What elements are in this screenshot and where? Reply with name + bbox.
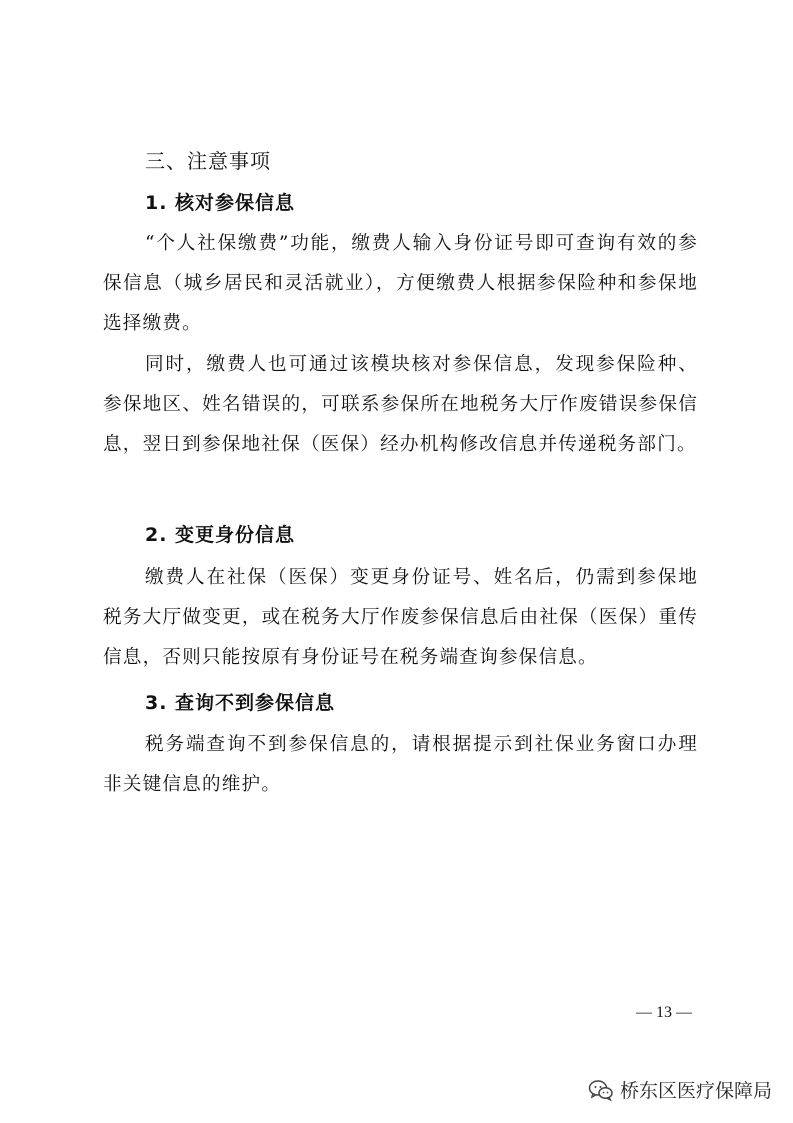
heading-change-identity: 2. 变更身份信息 [145,524,296,546]
watermark-text: 桥东区医疗保障局 [620,1080,773,1102]
wechat-icon [588,1077,614,1103]
paragraph-not-found: 税务端查询不到参保信息的，请根据提示到社保业务窗口办理非关键信息的维护。 [103,734,698,795]
paragraph-verify-1: “个人社保缴费”功能，缴费人输入身份证号即可查询有效的参保信息（城乡居民和灵活就业），方便缴费人根据参保险种和参保地选择缴费。 [103,233,698,334]
section-title: 三、注意事项 [145,149,271,173]
page-number: — 13 — [636,1004,692,1021]
heading-not-found: 3. 查询不到参保信息 [145,692,336,714]
watermark [588,1076,772,1103]
heading-verify-info: 1. 核对参保信息 [145,192,296,214]
paragraph-change-identity: 缴费人在社保（医保）变更身份证号、姓名后，仍需到参保地税务大厅做变更，或在税务大厅作废参保信息后由社保（医保）重传信息，否则只能按原有身份证号在税务端查询参保信息。 [103,567,698,668]
paragraph-verify-2: 同时，缴费人也可通过该模块核对参保信息，发现参保险种、参保地区、姓名错误的，可联系参保所在地税务大厅作废错误参保信息，翌日到参保地社保（医保）经办机构修改信息并传递税务部门。 [103,354,698,455]
